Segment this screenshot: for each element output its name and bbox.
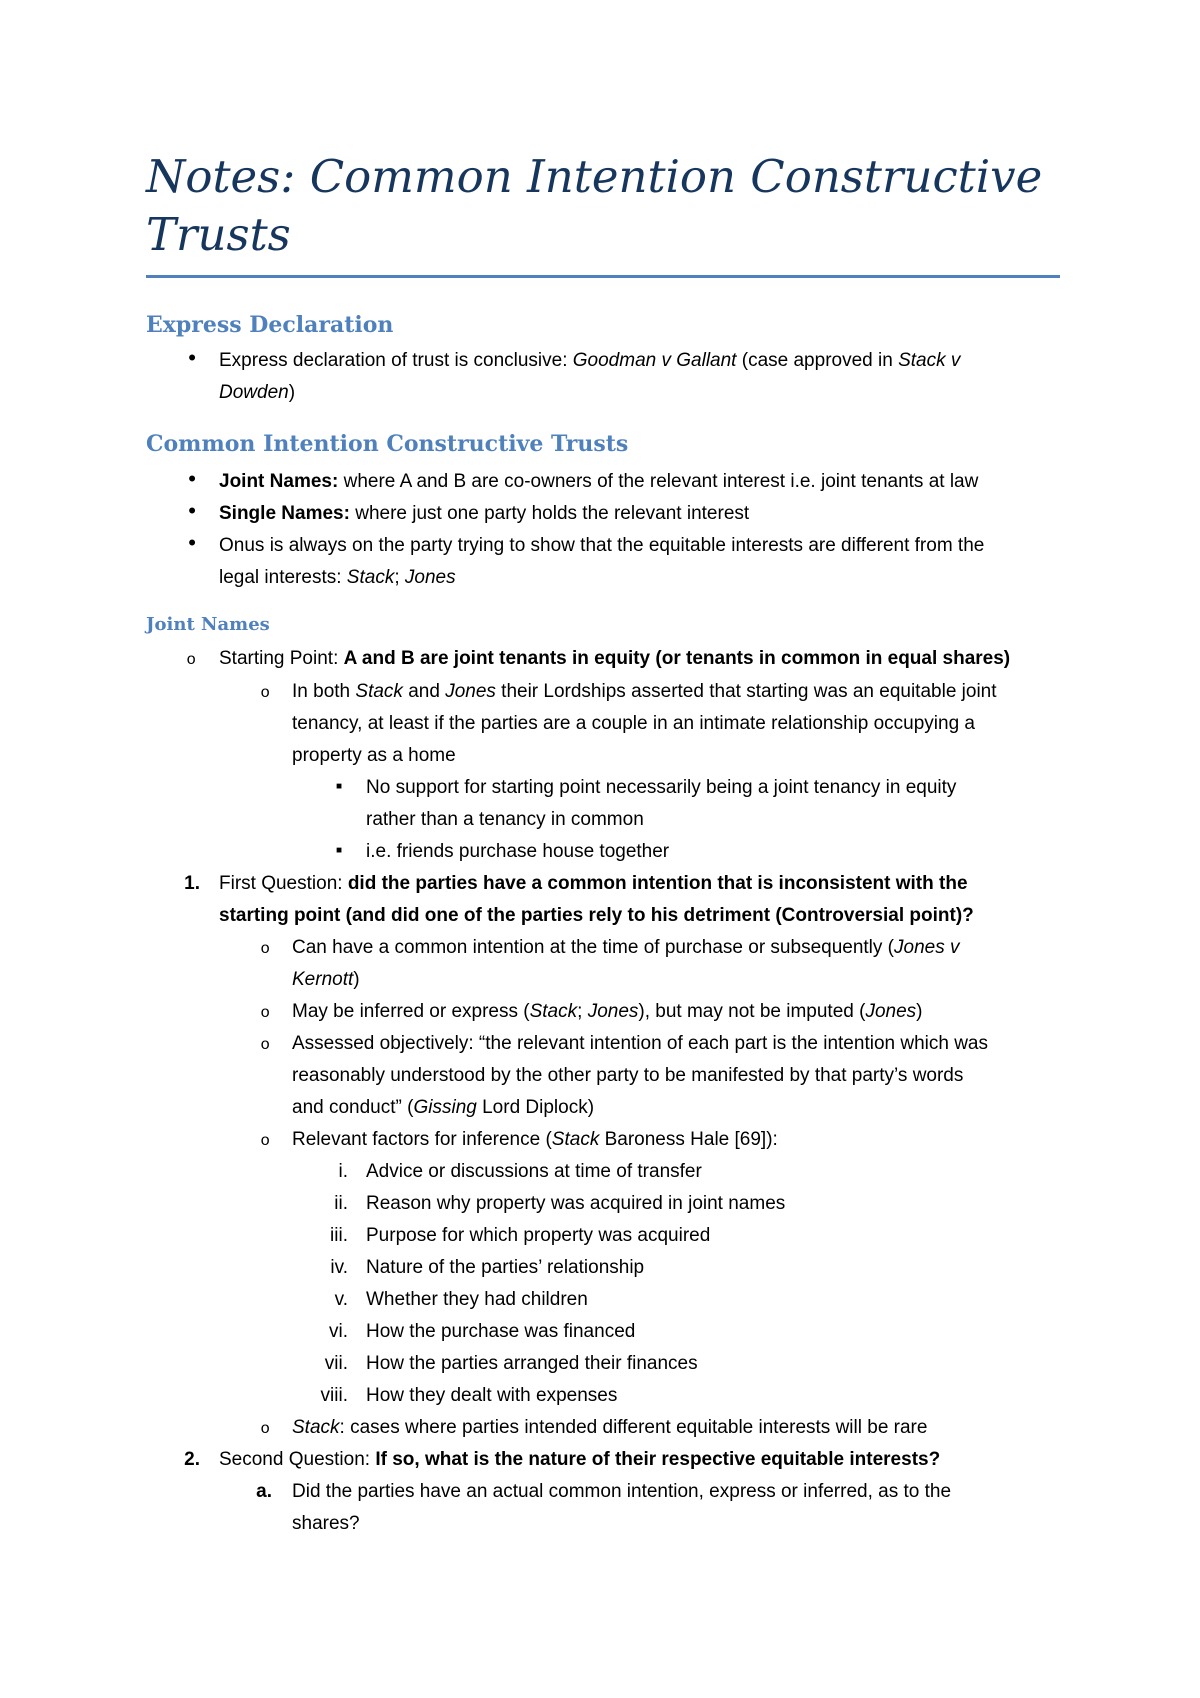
roman-numeral: vii. <box>324 1353 348 1374</box>
bullet-dot-icon: • <box>188 498 196 523</box>
bullet-circle-icon: o <box>260 684 270 702</box>
case-name: Dowden <box>219 382 289 403</box>
square-bullet-1-line2: rather than a tenancy in common <box>366 809 644 830</box>
list-number: 1. <box>184 873 200 894</box>
q1-point-factors <box>292 1124 1072 1156</box>
q2-point-a: Did the parties have an actual common intention, express or inferred, as to the <box>292 1481 952 1502</box>
list-letter: a. <box>256 1481 272 1502</box>
text-run: where just one party holds the relevant interest <box>349 503 750 524</box>
case-name: Jones <box>404 567 456 588</box>
bold-label: Joint Names: <box>219 471 339 492</box>
q1-point-timing-line2 <box>292 964 1072 996</box>
second-question <box>219 1444 1079 1476</box>
bullet-circle-icon: o <box>260 1132 270 1150</box>
text-run: ; <box>394 567 405 588</box>
bullet-square-icon: ■ <box>335 845 342 856</box>
bullet-square-icon: ■ <box>335 781 342 792</box>
text-run: ) <box>288 382 296 403</box>
text-run: ), but may not be imputed ( <box>638 1001 866 1022</box>
case-name: Stack <box>551 1129 600 1150</box>
roman-numeral: v. <box>334 1289 348 1310</box>
factor-item: How the parties arranged their finances <box>366 1353 698 1374</box>
q1-point-objective-line3 <box>292 1092 1072 1124</box>
heading-express-declaration: Express Declaration <box>146 312 394 338</box>
bullet-circle-icon: o <box>186 651 196 669</box>
bold-text: did the parties have a common intention that is inconsistent with the <box>347 873 968 894</box>
text-run: ) <box>916 1001 923 1022</box>
text-run: (case approved in <box>736 350 899 371</box>
roman-numeral: vi. <box>329 1321 348 1342</box>
roman-numeral: viii. <box>320 1385 348 1406</box>
heading-joint-names: Joint Names <box>146 614 270 635</box>
square-bullet-1: No support for starting point necessarily being a joint tenancy in equity <box>366 777 957 798</box>
text-run: legal interests: <box>219 567 347 588</box>
bold-text: A and B are joint tenants in equity (or tenants in common in equal shares) <box>343 648 1011 669</box>
text-run: ; <box>577 1001 588 1022</box>
text-run: Express declaration of trust is conclusive: <box>219 350 573 371</box>
text-run: Second Question: <box>219 1449 376 1470</box>
case-name: Stack <box>292 1417 340 1438</box>
bullet-dot-icon: • <box>188 345 196 370</box>
q1-point-objective: Assessed objectively: “the relevant intention of each part is the intention which was <box>292 1033 988 1054</box>
case-name: Jones v <box>894 937 960 958</box>
factor-item: Reason why property was acquired in joint names <box>366 1193 786 1214</box>
text-run: : cases where parties intended different equitable interests will be rare <box>339 1417 928 1438</box>
bullet-circle-icon: o <box>260 1036 270 1054</box>
case-name: Stack <box>529 1001 578 1022</box>
roman-numeral: iii. <box>330 1225 348 1246</box>
text-run: ) <box>353 969 360 990</box>
bullet-dot-icon: • <box>188 530 196 555</box>
case-name: Jones <box>587 1001 639 1022</box>
factor-item: How they dealt with expenses <box>366 1385 618 1406</box>
text-run: and <box>402 681 446 702</box>
cict-bullet-onus-line2 <box>219 562 1079 594</box>
roman-numeral: iv. <box>330 1257 348 1278</box>
bullet-circle-icon: o <box>260 940 270 958</box>
factor-item: Purpose for which property was acquired <box>366 1225 711 1246</box>
factor-item: Nature of the parties’ relationship <box>366 1257 645 1278</box>
cict-bullet-joint <box>219 466 1079 498</box>
starting-point-sub-line2: tenancy, at least if the parties are a couple in an intimate relationship occupying a <box>292 713 975 734</box>
case-name: Jones <box>445 681 496 702</box>
text-run: Can have a common intention at the time of purchase or subsequently ( <box>292 937 895 958</box>
case-name: Jones <box>865 1001 917 1022</box>
bold-text: starting point (and did one of the parties rely to his detriment (Controversial point)? <box>219 905 974 926</box>
starting-point-sub-line3: property as a home <box>292 745 456 766</box>
bullet-circle-icon: o <box>260 1420 270 1438</box>
factor-item: How the purchase was financed <box>366 1321 636 1342</box>
text-run: Relevant factors for inference ( <box>292 1129 552 1150</box>
q1-point-inferred <box>292 996 1072 1028</box>
bold-label: Single Names: <box>219 503 350 524</box>
text-run: Lord Diplock) <box>476 1097 595 1118</box>
text-run: and conduct” ( <box>292 1097 414 1118</box>
case-name: Gissing <box>413 1097 477 1118</box>
first-question <box>219 868 1079 900</box>
document-title: Notes: Common Intention Constructive Trusts <box>146 150 1043 261</box>
title-underline <box>146 275 1060 278</box>
text-run: Baroness Hale [69]): <box>599 1129 778 1150</box>
first-question-line2 <box>219 900 1079 932</box>
starting-point <box>219 643 1079 675</box>
case-name: Stack v <box>898 350 961 371</box>
heading-cict: Common Intention Constructive Trusts <box>146 431 629 457</box>
express-bullet-text <box>219 345 1059 377</box>
factor-item: Whether they had children <box>366 1289 588 1310</box>
q1-point-objective-line2: reasonably understood by the other party to be manifested by that party’s words <box>292 1065 964 1086</box>
bullet-dot-icon: • <box>188 466 196 491</box>
bullet-circle-icon: o <box>260 1004 270 1022</box>
text-run: In both <box>292 681 356 702</box>
bold-text: If so, what is the nature of their respective equitable interests? <box>375 1449 941 1470</box>
case-name: Stack <box>355 681 403 702</box>
factor-item: Advice or discussions at time of transfer <box>366 1161 702 1182</box>
square-bullet-2: i.e. friends purchase house together <box>366 841 670 862</box>
roman-numeral: ii. <box>334 1193 348 1214</box>
starting-point-sub <box>292 676 1072 708</box>
text-run: First Question: <box>219 873 348 894</box>
case-name: Stack <box>346 567 395 588</box>
text-run: May be inferred or express ( <box>292 1001 530 1022</box>
case-name: Kernott <box>292 969 354 990</box>
q1-point-rare <box>292 1412 1072 1444</box>
text-run: their Lordships asserted that starting was an equitable joint <box>495 681 997 702</box>
case-name: Goodman v Gallant <box>572 350 737 371</box>
express-bullet-text-line2 <box>219 377 1059 409</box>
text-run: Starting Point: <box>219 648 344 669</box>
q1-point-timing <box>292 932 1072 964</box>
text-run: where A and B are co-owners of the relevant interest i.e. joint tenants at law <box>338 471 979 492</box>
cict-bullet-onus: Onus is always on the party trying to show that the equitable interests are different from the <box>219 535 985 556</box>
list-number: 2. <box>184 1449 200 1470</box>
roman-numeral: i. <box>338 1161 348 1182</box>
q2-point-a-line2: shares? <box>292 1513 360 1534</box>
cict-bullet-single <box>219 498 1079 530</box>
